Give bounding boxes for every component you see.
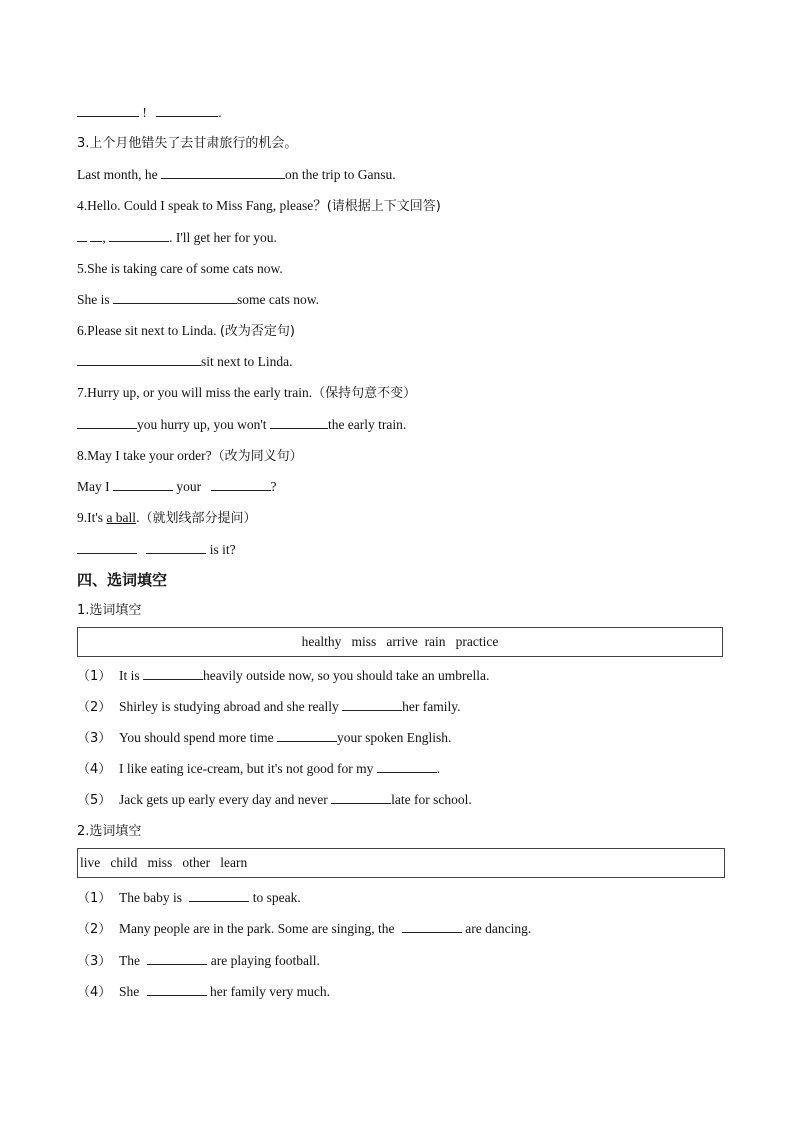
q4-prompt: 4.Hello. Could I speak to Miss Fang, please？(请根据上下文回答) [77,198,441,214]
blank[interactable] [161,166,285,179]
blank[interactable] [377,760,437,773]
blank[interactable] [77,229,87,242]
blank[interactable] [143,667,203,680]
q6-answer-line: sit next to Linda. [77,353,293,371]
q4-answer-line: , . I'll get her for you. [77,229,277,247]
part2-item-4: （4） She her family very much. [77,984,330,1000]
part2-label: 2.选词填空 [77,824,142,839]
q8-prompt: 8.May I take your order?（改为同义句） [77,448,303,464]
q7-prompt: 7.Hurry up, or you will miss the early train.（保持句意不变） [77,385,417,401]
blank[interactable] [77,541,137,554]
part1-label: 1.选词填空 [77,603,142,618]
blank[interactable] [146,541,206,554]
part2-item-2: （2） Many people are in the park. Some are singing, the are dancing. [77,921,532,937]
blank[interactable] [331,791,391,804]
q6-prompt: 6.Please sit next to Linda. (改为否定句) [77,323,296,339]
blank[interactable] [147,952,207,965]
word-bank-2 [77,848,725,878]
word-bank-1 [77,627,723,657]
blank[interactable] [277,729,337,742]
part1-item-2: （2） Shirley is studying abroad and she really her family. [77,699,461,715]
blank[interactable] [270,416,328,429]
blank[interactable] [77,416,137,429]
part1-item-5: （5） Jack gets up early every day and never late for school. [77,792,472,808]
blank[interactable] [113,478,173,491]
q2-answer-line: ! . [77,104,222,122]
q8-answer-line: May I your ? [77,479,277,494]
blank[interactable] [402,920,462,933]
underlined-phrase: a ball [106,510,137,525]
q5-prompt: 5.She is taking care of some cats now. [77,261,283,276]
q7-answer-line: you hurry up, you won't the early train. [77,416,406,434]
word-bank-2-words: live child miss other learn [80,855,248,870]
blank[interactable] [113,291,237,304]
blank[interactable] [156,104,218,117]
blank[interactable] [211,478,271,491]
q9-prompt: 9.It's a ball.（就划线部分提问） [77,510,257,526]
q9-answer-line: is it? [77,541,236,559]
blank[interactable] [147,983,207,996]
q3-prompt: 3.上个月他错失了去甘肃旅行的机会。 [77,136,298,151]
q5-answer-line: She is some cats now. [77,292,319,307]
part1-item-3: （3） You should spend more time your spoken English. [77,730,452,746]
section-4-title: 四、选词填空 [77,571,168,589]
blank[interactable] [77,104,139,117]
q3-answer-line: Last month, he on the trip to Gansu. [77,167,396,182]
part1-item-1: （1） It is heavily outside now, so you should take an umbrella. [77,668,490,684]
blank[interactable] [342,698,402,711]
blank[interactable] [90,229,102,242]
blank[interactable] [189,889,249,902]
word-bank-1-words: healthy miss arrive rain practice [301,634,499,649]
part2-item-3: （3） The are playing football. [77,953,320,969]
blank[interactable] [77,353,201,366]
blank[interactable] [109,229,169,242]
part2-item-1: （1） The baby is to speak. [77,890,301,906]
part1-item-4: （4） I like eating ice-cream, but it's not good for my . [77,761,441,777]
